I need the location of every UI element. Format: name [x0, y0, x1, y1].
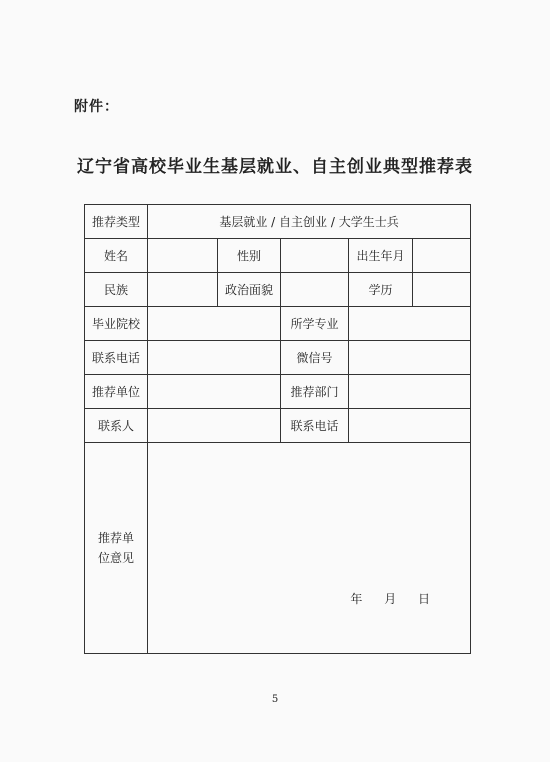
- political-label: 政治面貌: [218, 273, 281, 307]
- recommendation-form-table: [84, 204, 471, 654]
- form-row-name: [85, 239, 471, 273]
- category-label: 推荐类型: [85, 205, 148, 239]
- wechat-label: 微信号: [281, 341, 349, 375]
- dept-label: 推荐部门: [281, 375, 349, 409]
- phone-field[interactable]: [148, 341, 281, 375]
- opinion-label-cell: [85, 443, 148, 654]
- opinion-label-line2: 位意见: [97, 551, 134, 565]
- ethnicity-field[interactable]: [148, 273, 218, 307]
- contact-phone-label: 联系电话: [281, 409, 349, 443]
- form-row-school: [85, 307, 471, 341]
- attachment-label: 附件：: [74, 99, 119, 115]
- birth-label: 出生年月: [349, 239, 413, 273]
- name-label: 姓名: [85, 239, 148, 273]
- form-row-category: [85, 205, 471, 239]
- contact-phone-field[interactable]: [349, 409, 471, 443]
- form-row-unit: [85, 375, 471, 409]
- major-field[interactable]: [349, 307, 471, 341]
- contact-label: 联系人: [85, 409, 148, 443]
- ethnicity-label: 民族: [85, 273, 148, 307]
- name-field[interactable]: [148, 239, 218, 273]
- school-label: 毕业院校: [85, 307, 148, 341]
- opinion-date: 年 月 日: [350, 592, 433, 606]
- education-label: 学历: [349, 273, 413, 307]
- form-row-opinion: [85, 443, 471, 654]
- political-field[interactable]: [281, 273, 349, 307]
- wechat-field[interactable]: [349, 341, 471, 375]
- gender-field[interactable]: [281, 239, 349, 273]
- opinion-field[interactable]: [148, 443, 471, 654]
- unit-label: 推荐单位: [85, 375, 148, 409]
- opinion-label-line1: 推荐单: [97, 531, 134, 545]
- dept-field[interactable]: [349, 375, 471, 409]
- page-number: 5: [271, 694, 279, 705]
- category-options: 基层就业 / 自主创业 / 大学生士兵: [148, 205, 471, 239]
- contact-field[interactable]: [148, 409, 281, 443]
- education-field[interactable]: [413, 273, 471, 307]
- birth-field[interactable]: [413, 239, 471, 273]
- phone-label: 联系电话: [85, 341, 148, 375]
- form-title: 辽宁省高校毕业生基层就业、自主创业典型推荐表: [77, 157, 473, 177]
- form-row-phone: [85, 341, 471, 375]
- form-row-ethnicity: [85, 273, 471, 307]
- unit-field[interactable]: [148, 375, 281, 409]
- form-row-contact: [85, 409, 471, 443]
- school-field[interactable]: [148, 307, 281, 341]
- gender-label: 性别: [218, 239, 281, 273]
- major-label: 所学专业: [281, 307, 349, 341]
